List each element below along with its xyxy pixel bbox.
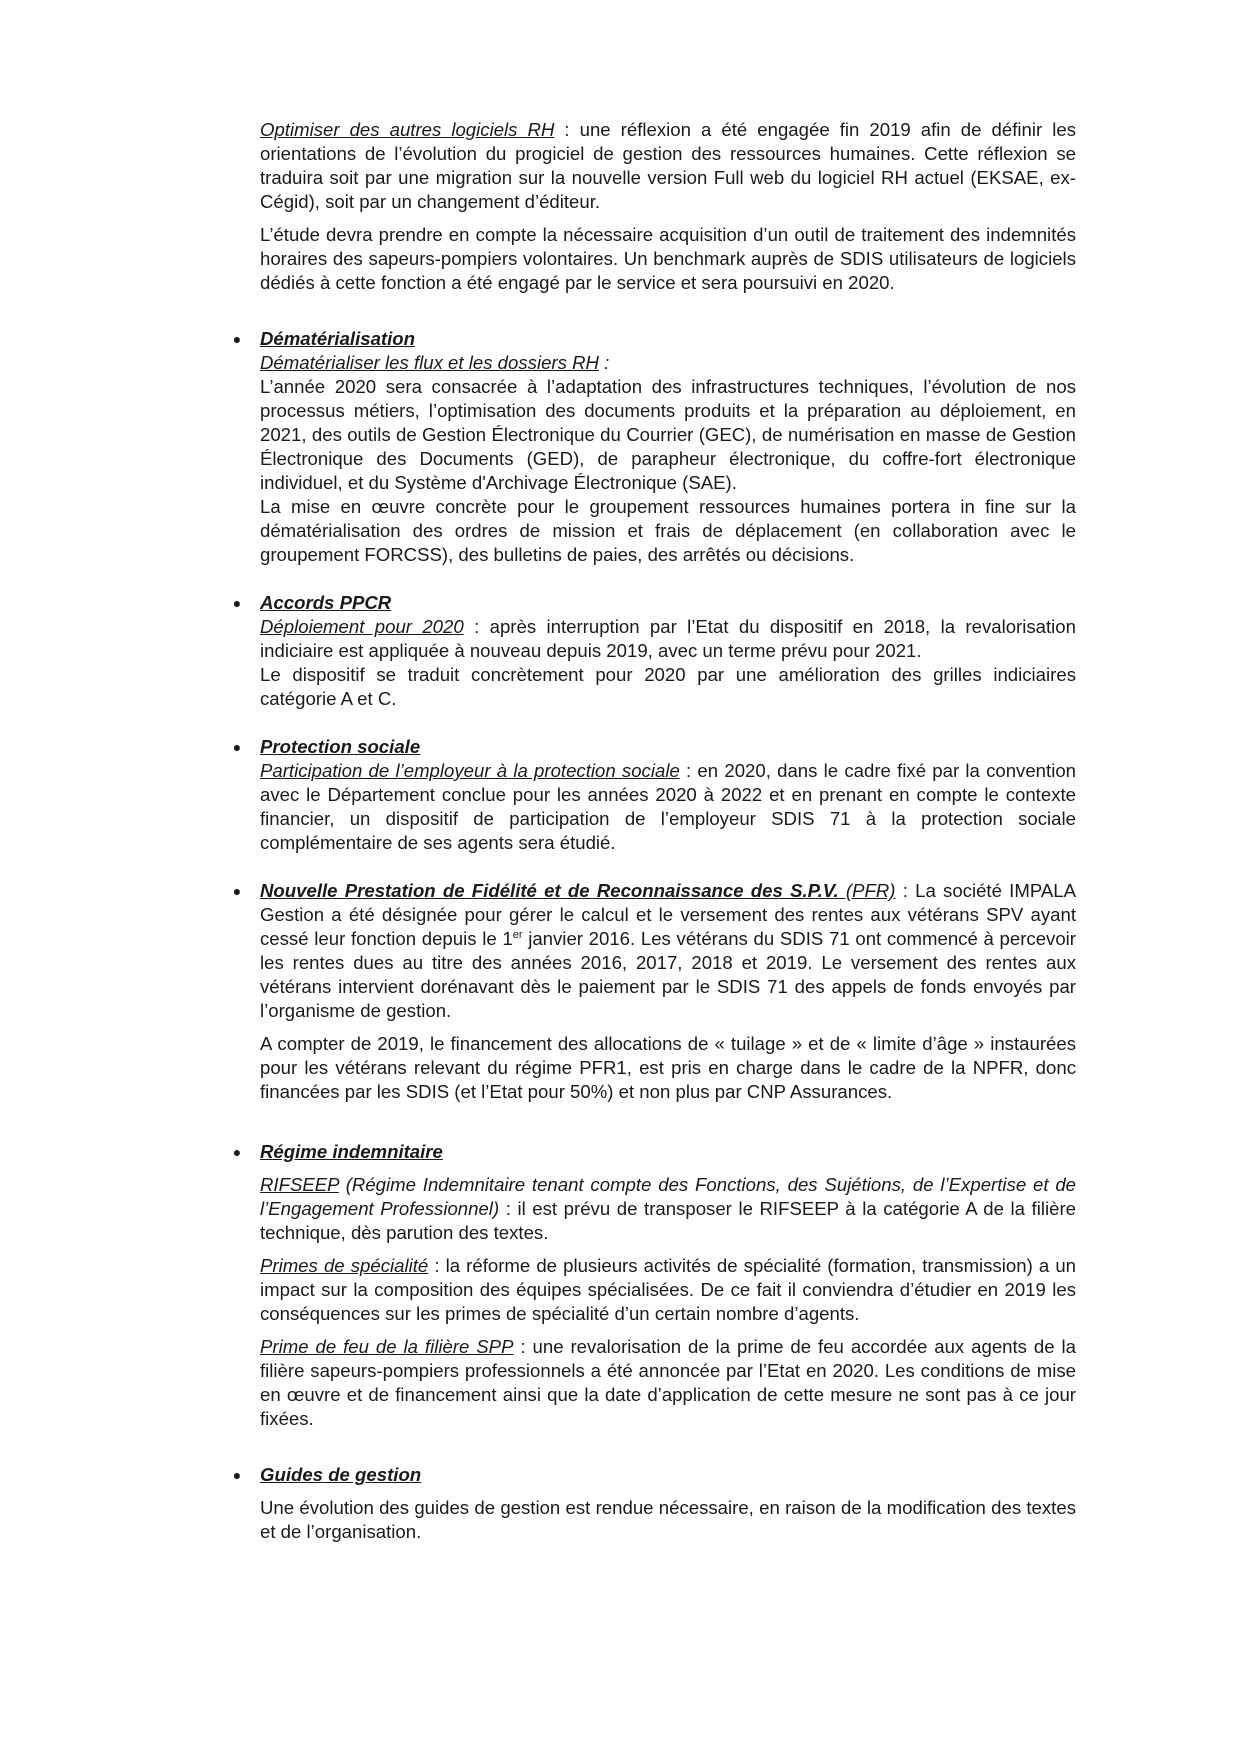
- bullet-icon: ●: [232, 739, 242, 755]
- subheading-logiciels-rh: Optimiser des autres logiciels RH: [260, 119, 555, 140]
- paragraph-deploiement: [260, 615, 1076, 663]
- paragraph-annee-2020: L’année 2020 sera consacrée à l’adaptation des infrastructures techniques, l’évolution de nos processus métiers, l’optimisation des documents produits et la préparation au déploiement, en 2021, des outils de Gestion Électronique du Courrier (GEC), de numérisation en masse de Gestion Électronique des Documents (GED), de parapheur électronique, du coffre-fort électronique individuel, et du Système d'Archivage Électronique (SAE).: [260, 376, 1076, 493]
- bullet-icon: ●: [232, 1467, 242, 1483]
- subheading-participation: Participation de l’employeur à la protection sociale: [260, 760, 680, 781]
- paragraph-mise-en-oeuvre: La mise en œuvre concrète pour le groupement ressources humaines portera in fine sur la dématérialisation des ordres de mission et frais de déplacement (en collaboration avec le groupement FORCSS), des bulletins de paies, des arrêtés ou décisions.: [260, 496, 1076, 565]
- bullet-icon: ●: [232, 883, 242, 899]
- superscript: er: [512, 928, 523, 941]
- section-protection-sociale: [232, 735, 1077, 855]
- heading-pfr-acronym: (PFR): [838, 880, 896, 901]
- section-regime-indemnitaire: [232, 1140, 1077, 1431]
- paragraph-guides: Une évolution des guides de gestion est rendue nécessaire, en raison de la modification des textes et de l’organisation.: [260, 1497, 1076, 1542]
- subheading-prime-feu: Prime de feu de la filière SPP: [260, 1336, 514, 1357]
- section-guides-gestion: [232, 1463, 1076, 1544]
- paragraph-participation: [260, 759, 1076, 855]
- section-ppcr: [232, 591, 1076, 711]
- paragraph-primes-specialite: [260, 1254, 1076, 1326]
- paragraph-prime-feu: [260, 1335, 1076, 1431]
- paragraph-text: : La société IMPALA Gestion a été désignée pour gérer le calcul et le versement des rentes aux vétérans SPV ayant cessé leur fonction depuis le 1: [260, 880, 1076, 949]
- rifseep-expansion: (Régime Indemnitaire tenant compte des Fonctions, des Sujétions, de l’Expertise et de l’Engagement Professionnel): [260, 1174, 1076, 1219]
- paragraph-logiciels-rh: [260, 118, 1076, 214]
- paragraph-pfr: [260, 879, 1076, 1023]
- paragraph-a-compter: A compter de 2019, le financement des allocations de « tuilage » et de « limite d’âge » instaurées pour les vétérans relevant du régime PFR1, est pris en charge dans le cadre de la NPFR, donc financées par les SDIS (et l’Etat pour 50%) et non plus par CNP Assurances.: [260, 1033, 1076, 1102]
- paragraph-text: : une revalorisation de la prime de feu accordée aux agents de la filière sapeurs-pompiers professionnels a été annoncée par l’Etat en 2020. Les conditions de mise en œuvre et de financement ainsi que la date d’application de cette mesure ne sont pas à ce jour fixées.: [260, 1336, 1077, 1429]
- bullet-icon: ●: [232, 595, 242, 611]
- section-pfr: [232, 879, 1076, 1104]
- bullet-icon: ●: [232, 1144, 242, 1160]
- paragraph-text: : il est prévu de transposer le RIFSEEP à la catégorie A de la filière technique, dès parution des textes.: [260, 1198, 1076, 1243]
- section-logiciels-rh: [260, 118, 1076, 295]
- paragraph-text: janvier 2016. Les vétérans du SDIS 71 ont commencé à percevoir les rentes dues au titre des années 2016, 2017, 2018 et 2019. Le versement des rentes aux vétérans intervient dorénavant dès le paiement par le SDIS 71 des appels de fonds envoyés par l’organisme de gestion.: [260, 928, 1076, 1021]
- paragraph-etude: L’étude devra prendre en compte la nécessaire acquisition d’un outil de traitement des indemnités horaires des sapeurs-pompiers volontaires. Un benchmark auprès de SDIS utilisateurs de logiciels dédiés à cette fonction a été engagé par le service et sera poursuivi en 2020.: [260, 224, 1076, 293]
- bullet-icon: ●: [232, 331, 242, 347]
- paragraph-text: : la réforme de plusieurs activités de spécialité (formation, transmission) a un impact sur la composition des équipes spécialisées. De ce fait il conviendra d’étudier en 2019 les conséquences sur les primes de spécialité d’un certain nombre d’agents.: [260, 1255, 1076, 1324]
- section-dematerialisation: [232, 327, 1076, 567]
- heading-ppcr: Accords PPCR: [260, 592, 392, 613]
- subheading-lead: Dématérialiser les flux et les dossiers RH: [260, 352, 599, 373]
- subheading-flux-dossiers: [260, 351, 1076, 375]
- paragraph-text: : après interruption par l’Etat du dispositif en 2018, la revalorisation indiciaire est appliquée à nouveau depuis 2019, avec un terme prévu pour 2021.: [260, 616, 1076, 661]
- page-content: [232, 118, 1077, 1544]
- heading-guides-gestion: Guides de gestion: [260, 1464, 422, 1485]
- paragraph-dispositif: Le dispositif se traduit concrètement pour 2020 par une amélioration des grilles indiciaires catégorie A et C.: [260, 664, 1076, 709]
- heading-protection-sociale: Protection sociale: [260, 736, 421, 757]
- heading-pfr: Nouvelle Prestation de Fidélité et de Reconnaissance des S.P.V.: [260, 880, 839, 901]
- subheading-deploiement: Déploiement pour 2020: [260, 616, 464, 637]
- heading-dematerialisation: Dématérialisation: [260, 328, 416, 349]
- subheading-rifseep: RIFSEEP: [260, 1174, 339, 1195]
- paragraph-rifseep: [260, 1173, 1076, 1245]
- paragraph-text: : en 2020, dans le cadre fixé par la convention avec le Département conclue pour les années 2020 à 2022 et en prenant en compte le contexte financier, un dispositif de participation de l’employeur SDIS 71 à la protection sociale complémentaire de ses agents sera étudié.: [260, 760, 1077, 853]
- subheading-primes-specialite: Primes de spécialité: [260, 1255, 429, 1276]
- subheading-tail: :: [598, 352, 610, 373]
- paragraph-text: : une réflexion a été engagée fin 2019 afin de définir les orientations de l’évolution du progiciel de gestion des ressources humaines. Cette réflexion se traduira soit par une migration sur la nouvelle version Full web du logiciel RH actuel (EKSAE, ex-Cégid), soit par un changement d’éditeur.: [260, 119, 1076, 212]
- heading-regime-indemnitaire: Régime indemnitaire: [260, 1141, 443, 1162]
